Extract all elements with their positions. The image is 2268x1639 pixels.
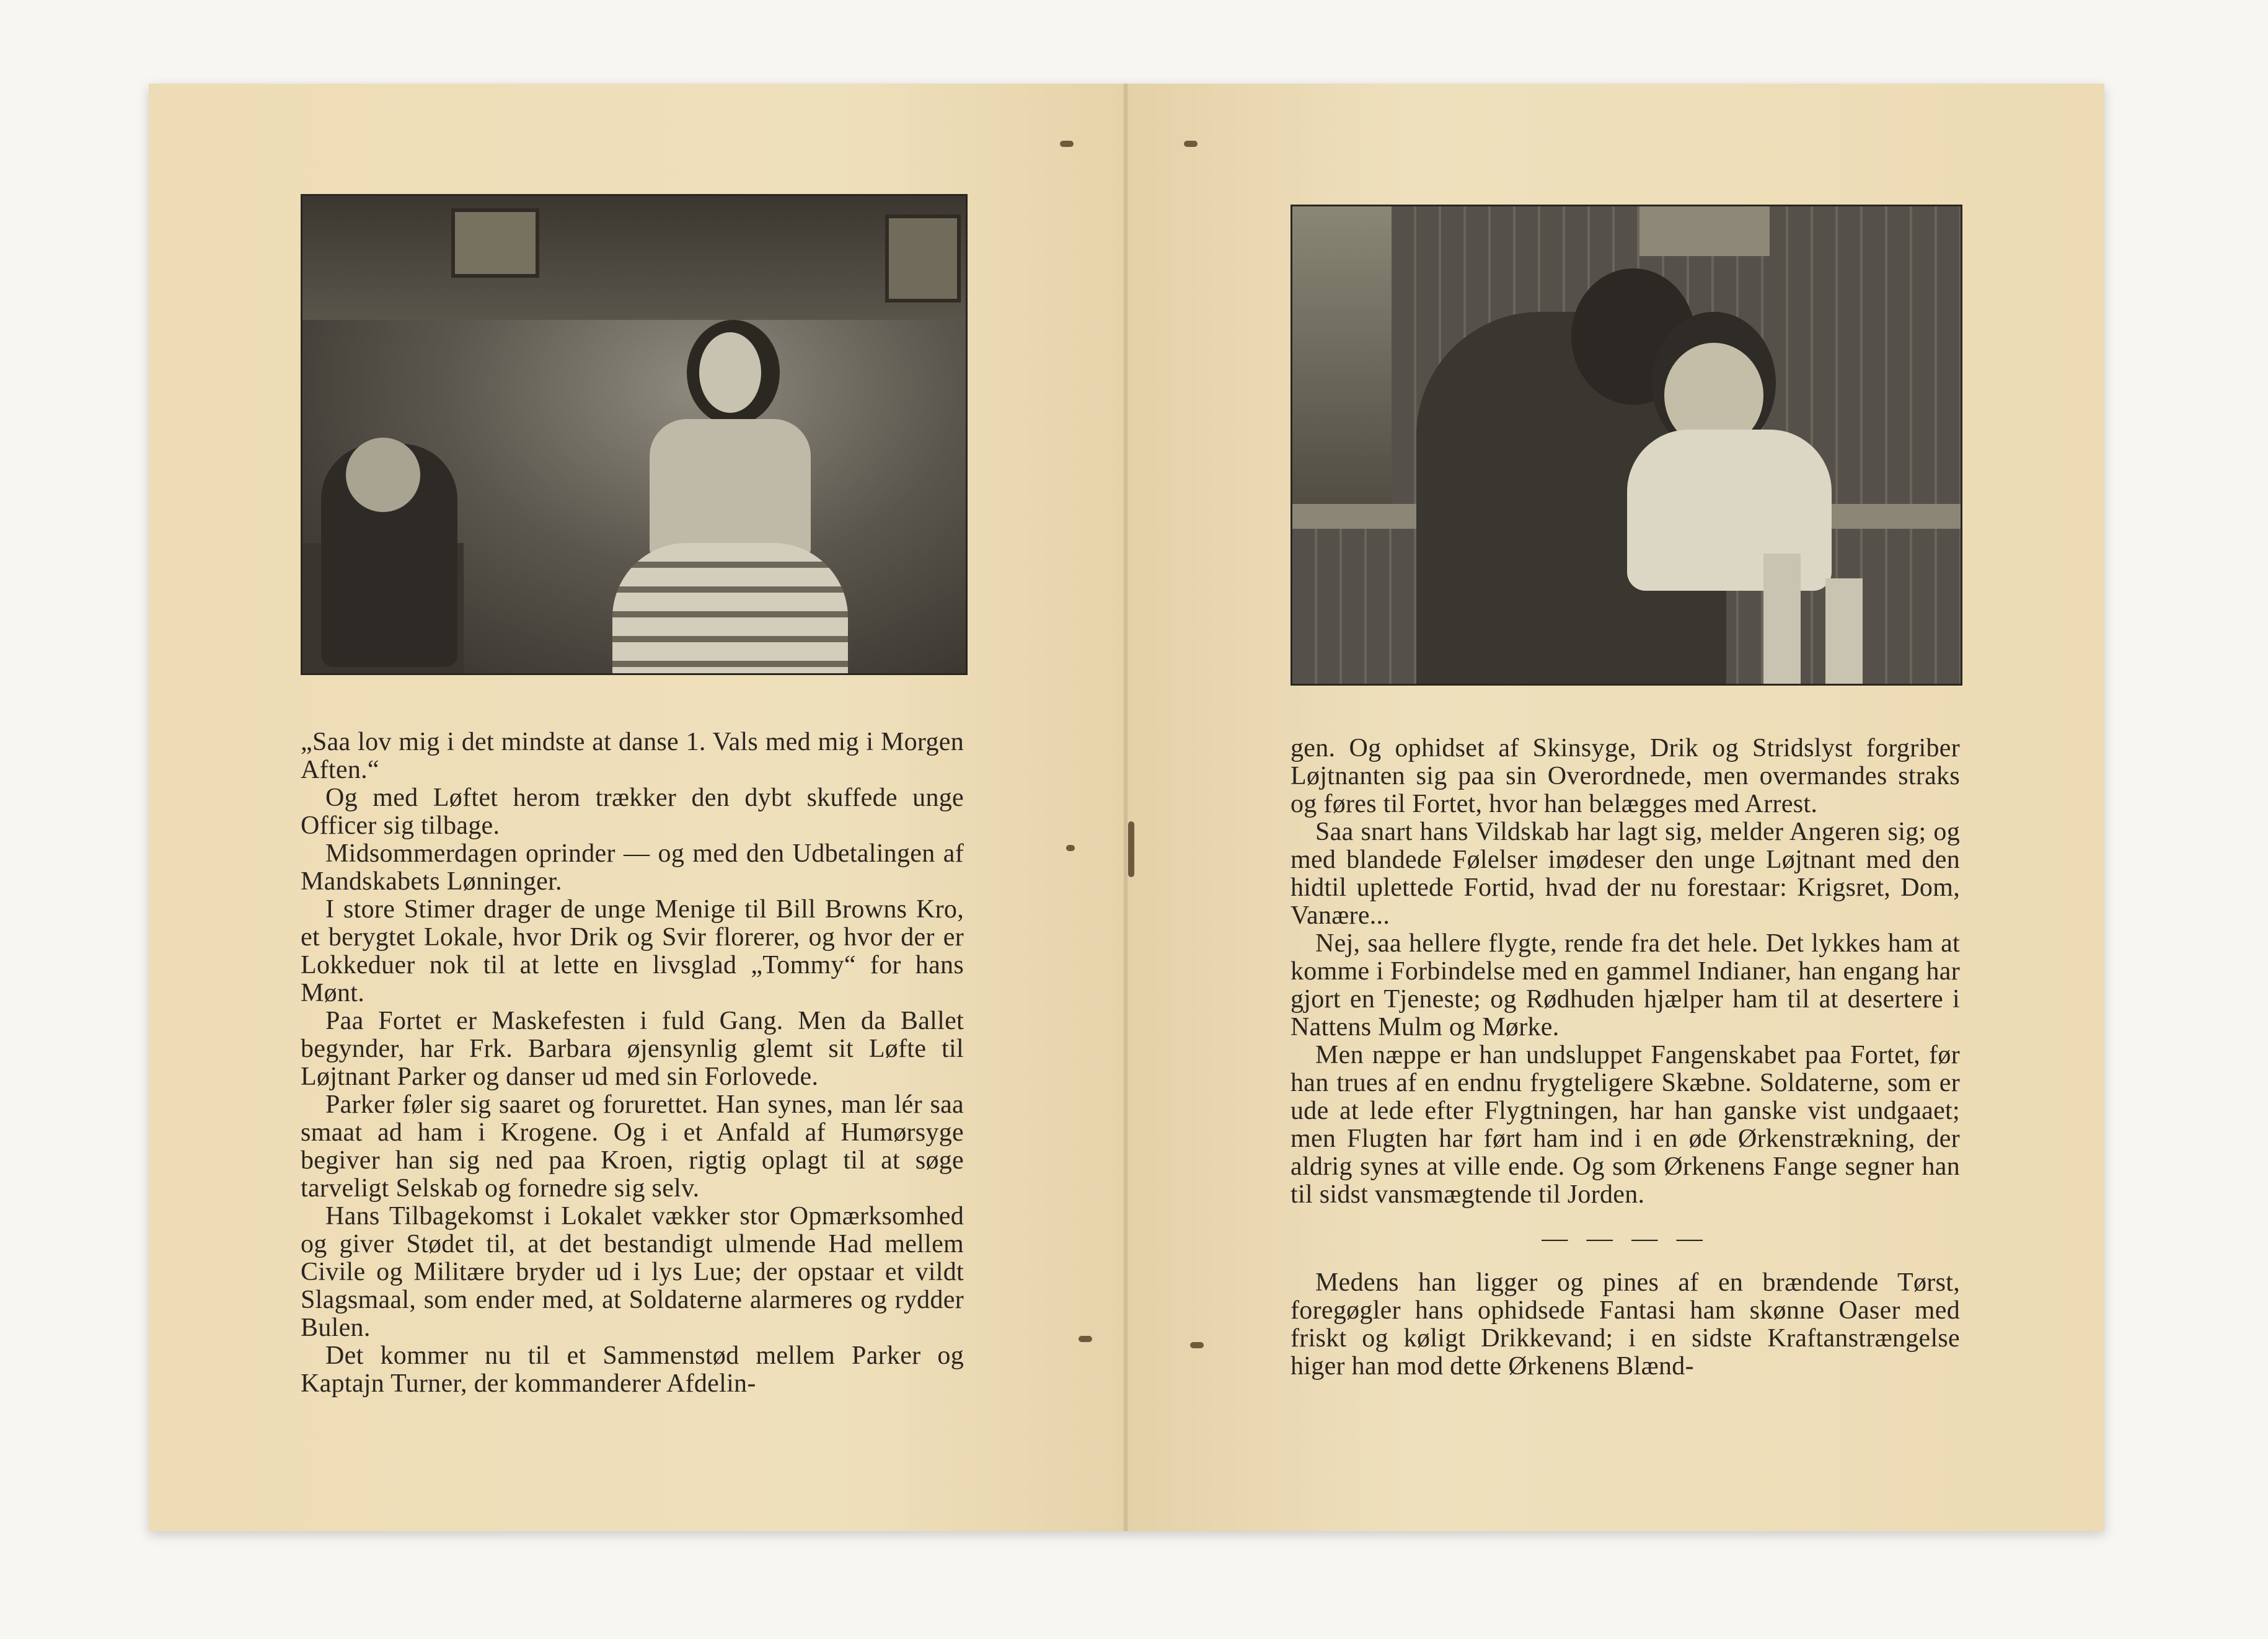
- center-fold: [1123, 84, 1128, 1531]
- binding-mark: [1079, 1336, 1092, 1342]
- paragraph: Medens han ligger og pines af en brændende Tørst, foregøgler hans ophidsede Fantasi ham skønne Oaser med friskt og køligt Drikkevand; i en sidste Kraftanstrængelse higer han mod dette Ørkenens Blænd-: [1291, 1268, 1960, 1381]
- paragraph: Og med Løftet herom trækker den dybt skuffede unge Officer sig tilbage.: [301, 784, 964, 840]
- paragraph: gen. Og ophidset af Skinsyge, Drik og Stridslyst forgriber Løjtnanten sig paa sin Overordnede, men overmandes straks og føres til Fortet, hvor han belægges med Arrest.: [1291, 734, 1960, 818]
- paragraph: Parker føler sig saaret og forurettet. Han synes, man lér saa smaat ad ham i Krogene. Og i et Anfald af Humørsyge begiver han sig ned paa Kroen, rigtig oplagt til at søge tarveligt Selskab og fornedre sig selv.: [301, 1090, 964, 1203]
- binding-mark: [1066, 845, 1075, 851]
- photo-right: [1291, 205, 1962, 686]
- left-text-column: [301, 728, 964, 1398]
- paragraph: „Saa lov mig i det mindste at danse 1. Vals med mig i Morgen Aften.“: [301, 728, 964, 784]
- paragraph: I store Stimer drager de unge Menige til Bill Browns Kro, et berygtet Lokale, hvor Drik og Svir florerer, og hvor der er Lokkeduer nok til at lette en livsglad „Tommy“ for hans Mønt.: [301, 895, 964, 1007]
- section-separator: — — — —: [1542, 1224, 1709, 1253]
- paragraph: Midsommerdagen oprinder — og med den Udbetalingen af Mandskabets Lønninger.: [301, 839, 964, 896]
- photo-left: [301, 194, 968, 675]
- booklet-spread: [149, 84, 2104, 1531]
- paragraph: Saa snart hans Vildskab har lagt sig, melder Angeren sig; og med blandede Følelser imødeser den unge Løjtnant med den hidtil uplettede Fortid, hvad der nu forestaar: Krigsret, Dom, Vanære...: [1291, 818, 1960, 930]
- paragraph: Men næppe er han undsluppet Fangenskabet paa Fortet, før han trues af en endnu frygteligere Skæbne. Soldaterne, som er ude at lede efter Flygtningen, har han ganske vist undgaaet; men Flugten har ført ham ind i en øde Ørkenstrækning, der aldrig synes at ville ende. Og som Ørkenens Fange segner han til sidst vansmægtende til Jorden.: [1291, 1041, 1960, 1209]
- paragraph: Paa Fortet er Maskefesten i fuld Gang. Men da Ballet begynder, har Frk. Barbara øjensynlig glemt sit Løfte til Løjtnant Parker og danser ud med sin Forlovede.: [301, 1007, 964, 1091]
- binding-mark: [1060, 141, 1074, 147]
- binding-mark: [1190, 1342, 1204, 1348]
- right-text-column: [1291, 735, 1960, 1381]
- paragraph: Det kommer nu til et Sammenstød mellem Parker og Kaptajn Turner, der kommanderer Afdelin-: [301, 1341, 964, 1398]
- paragraph: Nej, saa hellere flygte, rende fra det hele. Det lykkes ham at komme i Forbindelse med en gammel Indianer, han engang har gjort en Tjeneste; og Rødhuden hjælper ham til at desertere i Nattens Mulm og Mørke.: [1291, 929, 1960, 1041]
- paragraph: Hans Tilbagekomst i Lokalet vækker stor Opmærksomhed og giver Stødet til, at det bestandigt ulmende Had mellem Civile og Militære bryder ud i lys Lue; der opstaar et vildt Slagsmaal, som ender med, at Soldaterne alarmeres og rydder Bulen.: [301, 1202, 964, 1342]
- binding-mark: [1128, 821, 1134, 877]
- binding-mark: [1184, 141, 1198, 147]
